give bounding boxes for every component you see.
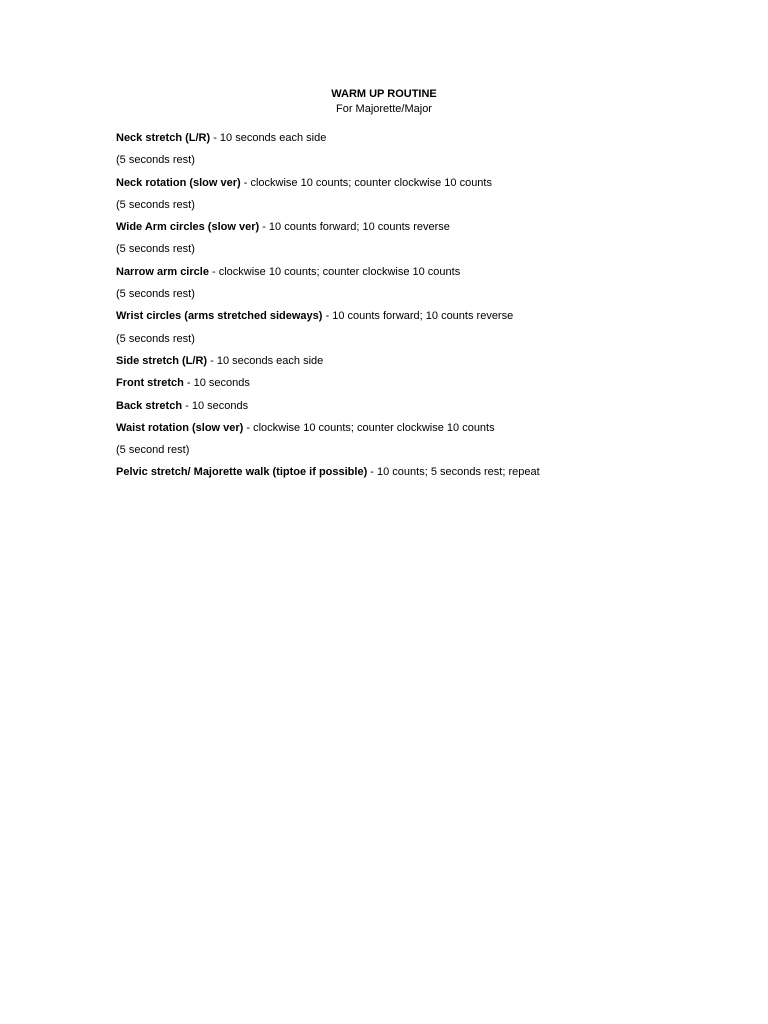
exercise-detail: - 10 seconds xyxy=(183,377,250,390)
routine-item xyxy=(116,421,716,436)
routine-item xyxy=(116,131,716,146)
exercise-detail: - clockwise 10 counts; counter clockwise 10 counts xyxy=(208,265,461,278)
exercise-name: Side stretch (L/R) xyxy=(116,354,208,367)
exercise-detail: - 10 seconds each side xyxy=(210,132,327,144)
document-header xyxy=(0,87,768,117)
exercise-detail: - clockwise 10 counts; counter clockwise 10 counts xyxy=(240,176,492,189)
routine-item xyxy=(116,265,716,280)
routine-item xyxy=(116,287,716,302)
routine-item xyxy=(116,220,716,235)
exercise-detail: - 10 counts forward; 10 counts reverse xyxy=(322,310,514,323)
exercise-detail: - 10 counts forward; 10 counts reverse xyxy=(259,221,450,234)
routine-item xyxy=(116,443,716,458)
rest-note: (5 seconds rest) xyxy=(116,243,195,256)
exercise-name: Neck rotation (slow ver) xyxy=(116,176,241,189)
routine-item xyxy=(116,399,716,414)
exercise-name: Neck stretch (L/R) xyxy=(116,132,211,144)
rest-note: (5 seconds rest) xyxy=(116,198,195,211)
routine-item xyxy=(116,198,716,213)
exercise-name: Front stretch xyxy=(116,377,184,390)
exercise-detail: - clockwise 10 counts; counter clockwise 10 counts xyxy=(243,421,495,434)
exercise-detail: - 10 counts; 5 seconds rest; repeat xyxy=(367,466,540,479)
rest-note: (5 second rest) xyxy=(116,444,190,457)
routine-item xyxy=(116,332,716,347)
exercise-detail: - 10 seconds xyxy=(182,399,249,412)
exercise-name: Wrist circles (arms stretched sideways) xyxy=(116,310,323,323)
rest-note: (5 seconds rest) xyxy=(116,332,195,345)
rest-note: (5 seconds rest) xyxy=(116,154,195,167)
exercise-name: Back stretch xyxy=(116,399,183,412)
document-title: WARM UP ROUTINE xyxy=(331,88,437,100)
routine-item xyxy=(116,242,716,257)
routine-item xyxy=(116,176,716,191)
routine-item xyxy=(116,309,716,324)
exercise-name: Waist rotation (slow ver) xyxy=(116,421,244,434)
routine-item xyxy=(116,376,716,391)
exercise-name: Wide Arm circles (slow ver) xyxy=(116,221,260,234)
routine-list xyxy=(116,131,716,488)
document-subtitle: For Majorette/Major xyxy=(336,103,432,115)
exercise-detail: - 10 seconds each side xyxy=(207,354,324,367)
routine-item xyxy=(116,465,716,480)
rest-note: (5 seconds rest) xyxy=(116,288,195,301)
exercise-name: Pelvic stretch/ Majorette walk (tiptoe if possible) xyxy=(116,466,368,479)
routine-item xyxy=(116,153,716,168)
routine-item xyxy=(116,354,716,369)
exercise-name: Narrow arm circle xyxy=(116,265,209,278)
